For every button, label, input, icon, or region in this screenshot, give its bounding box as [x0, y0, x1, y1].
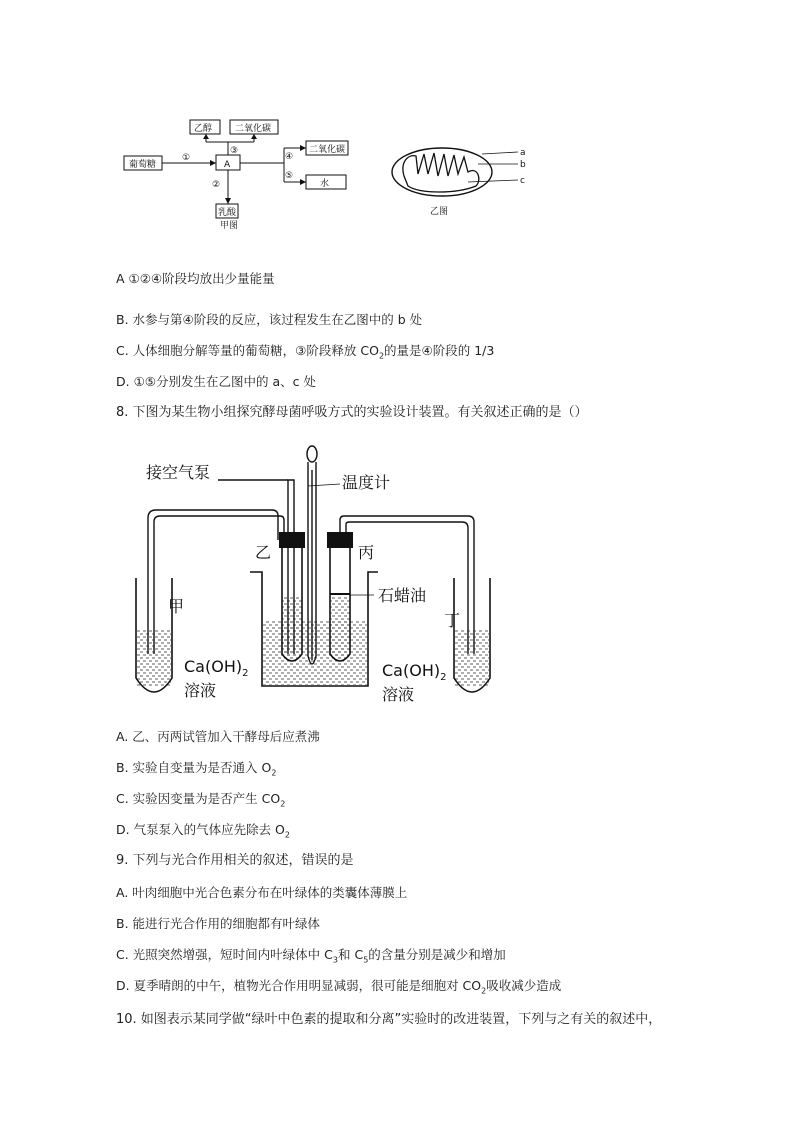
water-label: 水	[320, 179, 330, 189]
beaker-water	[263, 620, 367, 685]
solution-left-label: 溶液	[184, 681, 217, 700]
fig-jia-caption: 甲图	[220, 221, 239, 231]
q9-stem: 9. 下列与光合作用相关的叙述，错误的是	[116, 853, 354, 868]
cristae-membrane	[403, 153, 479, 192]
q8-option-a: A. 乙、丙两试管加入干酵母后应煮沸	[116, 729, 320, 744]
subscript: 2	[378, 351, 385, 361]
q7-option-c	[116, 342, 494, 366]
q9-option-d	[116, 977, 561, 1001]
step-5-label: ⑤	[285, 171, 294, 181]
yeast-respiration-apparatus	[128, 440, 508, 710]
caoh2-right-text: Ca(OH)	[382, 661, 441, 680]
caoh2-left-text: Ca(OH)	[184, 657, 243, 676]
q8-option-d-text: D. 气泵泵入的气体应先除去 O	[116, 822, 285, 837]
subscript: 2	[280, 799, 286, 809]
tube-ding-label: 丁	[444, 611, 461, 630]
solution-right-label: 溶液	[382, 685, 415, 704]
tube-yi-liquid	[282, 596, 302, 658]
tube-bing-liquid	[330, 596, 350, 658]
thermometer-label: 温度计	[342, 473, 391, 492]
caoh2-left-label	[184, 657, 248, 679]
co2-right-label: 二氧化碳	[309, 145, 346, 155]
q9-option-c-mid: 和 C	[337, 947, 364, 962]
q9-option-c	[116, 946, 506, 970]
paraffin-label: 石蜡油	[378, 586, 427, 605]
tube-bing-label: 丙	[358, 543, 375, 562]
tube-ding-liquid	[455, 630, 489, 686]
step-4-label: ④	[285, 152, 294, 162]
a-label: A	[224, 160, 231, 170]
stopper-yi	[279, 532, 305, 548]
q9-option-c-pre: C. 光照突然增强，短时间内叶绿体中 C	[116, 947, 333, 962]
tube-jia-liquid	[137, 630, 171, 686]
glucose-label: 葡萄糖	[129, 160, 157, 170]
q7-option-c-post: 的量是④阶段的 1/3	[384, 343, 495, 358]
label-a: a	[520, 148, 526, 158]
q9-option-b: B. 能进行光合作用的细胞都有叶绿体	[116, 916, 321, 931]
q8-option-b-text: B. 实验自变量为是否通入 O	[116, 760, 272, 775]
q8-option-d	[116, 821, 290, 845]
caoh2-left-sub: 2	[242, 668, 249, 679]
subscript: 5	[363, 955, 369, 965]
q9-option-d-post: 吸收减少造成	[486, 978, 562, 993]
thermometer-top	[307, 446, 317, 462]
q7-option-c-pre: C. 人体细胞分解等量的葡萄糖，③阶段释放 CO	[116, 343, 379, 358]
lactate-label: 乳酸	[218, 208, 237, 218]
label-b: b	[520, 160, 526, 170]
air-pump-label: 接空气泵	[146, 463, 211, 482]
q9-option-c-post: 的含量分别是减少和增加	[368, 947, 506, 962]
step-1-label: ①	[182, 153, 191, 163]
tube-jia-label: 甲	[168, 597, 185, 616]
ethanol-label: 乙醇	[194, 124, 213, 134]
subscript: 3	[332, 955, 338, 965]
label-c: c	[520, 176, 525, 186]
mitochondrion-diagram	[386, 140, 536, 220]
q9-option-a: A. 叶肉细胞中光合色素分布在叶绿体的类囊体薄膜上	[116, 885, 408, 900]
subscript: 2	[284, 830, 290, 840]
respiration-flow-diagram	[120, 112, 360, 234]
q7-option-b: B. 水参与第④阶段的反应，该过程发生在乙图中的 b 处	[116, 312, 423, 327]
q8-option-c	[116, 790, 285, 814]
caoh2-right-label	[382, 661, 446, 683]
tube-yi-label: 乙	[255, 543, 272, 562]
step-2-label: ②	[212, 180, 221, 190]
q7-option-d: D. ①⑤分别发生在乙图中的 a、c 处	[116, 374, 316, 389]
q10-stem: 10. 如图表示某同学做“绿叶中色素的提取和分离”实验时的改进装置，下列与之有关的叙述中，	[116, 1012, 662, 1027]
step-3-label: ③	[230, 146, 239, 156]
q7-option-a: A ①②④阶段均放出少量能量	[116, 271, 275, 286]
caoh2-right-sub: 2	[440, 672, 447, 683]
subscript: 2	[271, 768, 277, 778]
q8-option-c-text: C. 实验因变量为是否产生 CO	[116, 791, 281, 806]
subscript: 2	[481, 986, 487, 996]
q9-option-d-pre: D. 夏季晴朗的中午，植物光合作用明显减弱，很可能是细胞对 CO	[116, 978, 482, 993]
fig-yi-caption: 乙图	[430, 207, 449, 217]
q8-option-b	[116, 759, 276, 783]
q8-stem: 8. 下图为某生物小组探究酵母菌呼吸方式的实验设计装置。有关叙述正确的是（）	[116, 405, 588, 420]
co2-top-label: 二氧化碳	[235, 124, 272, 134]
